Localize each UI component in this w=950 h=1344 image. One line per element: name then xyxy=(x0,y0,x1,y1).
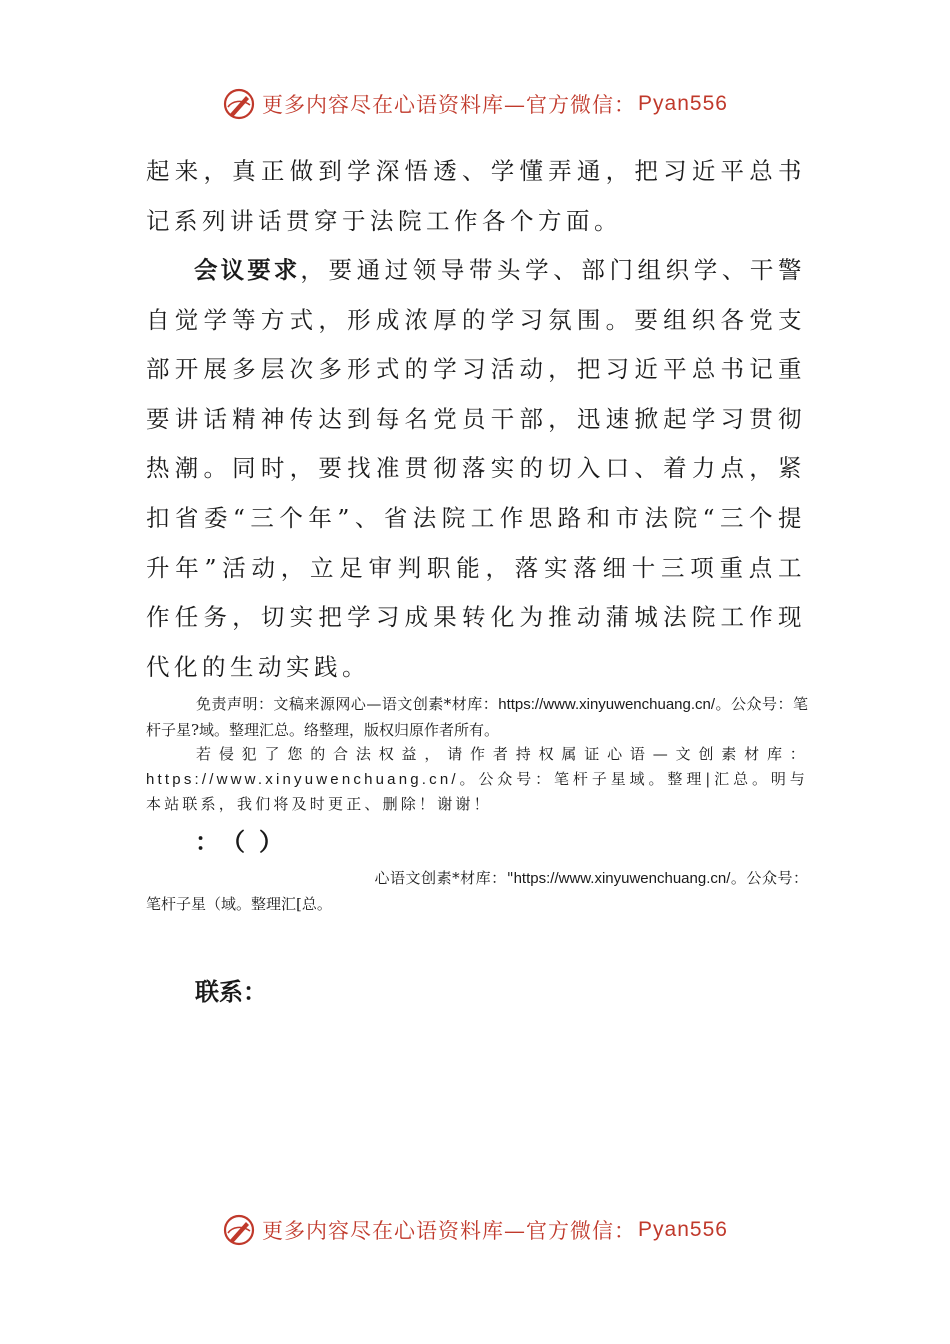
pen-logo-icon xyxy=(222,1213,256,1247)
pen-logo-icon xyxy=(222,87,256,121)
infringement-text-end: 。公众号：笔杆子星域。整理|汇总。明与本站联系，我们将及时更正、删除！谢谢！ xyxy=(146,769,808,813)
banner-text: 更多内容尽在心语资料库— xyxy=(262,93,527,117)
disclaimer-paragraph xyxy=(146,692,808,742)
source-url: https://www.xinyuwenchuang.cn/ xyxy=(498,696,716,713)
banner-wechat-label: 官方微信： xyxy=(526,1219,637,1243)
banner-wechat-label: 官方微信： xyxy=(526,93,637,117)
source-note xyxy=(146,866,808,916)
banner-text: 更多内容尽在心语资料库— xyxy=(262,1219,527,1243)
infringement-paragraph xyxy=(146,742,808,817)
colon-parentheses: ：（） xyxy=(195,828,297,856)
contact-heading: 联系： xyxy=(195,978,267,1006)
disclaimer-text: 免责声明：文稿来源网心—语文创素*材库： xyxy=(196,695,499,713)
banner-wechat-id: Pyan556 xyxy=(638,1218,728,1241)
disclaimer-text-end: 。公众号：笔杆子星?域。整理汇总。络整理，版权归原作者所有。 xyxy=(146,695,808,739)
source-note-text: 心语文创素*材库：" xyxy=(374,869,514,887)
body-paragraph-1: 起来，真正做到学深悟透、学懂弄通，把习近平总书记系列讲话贯穿于法院工作各个方面。 xyxy=(146,157,806,235)
header-banner xyxy=(0,82,950,126)
source-note-url: https://www.xinyuwenchuang.cn/ xyxy=(513,870,731,887)
infringement-url: https://www.xinyuwenchuang.cn/ xyxy=(146,770,459,788)
body-paragraph-2 xyxy=(146,246,806,692)
source-note-text-end: 。公众号：笔杆子星（域。整理汇[总。 xyxy=(146,869,808,913)
infringement-text: 若侵犯了您的合法权益，请作者持权属证心语—文创素材库： xyxy=(196,745,808,763)
meeting-requirements-label: 会议要求 xyxy=(194,256,301,284)
footer-banner xyxy=(0,1208,950,1252)
body-paragraph-2-text: ，要通过领导带头学、部门组织学、干警自觉学等方式，形成浓厚的学习氛围。要组织各党支部开展多层次多形式的学习活动，把习近平总书记重要讲话精神传达到每名党员干部，迅速掀起学习贯彻热潮。同时，要找准贯彻落实的切入口、着力点，紧扣省委“三个年”、省法院工作思路和市法院“三个提升年”活动，立足审判职能，落实落细十三项重点工作任务，切实把学习成果转化为推动蒲城法院工作现代化的生动实践。 xyxy=(146,256,807,681)
banner-wechat-id: Pyan556 xyxy=(638,92,728,115)
